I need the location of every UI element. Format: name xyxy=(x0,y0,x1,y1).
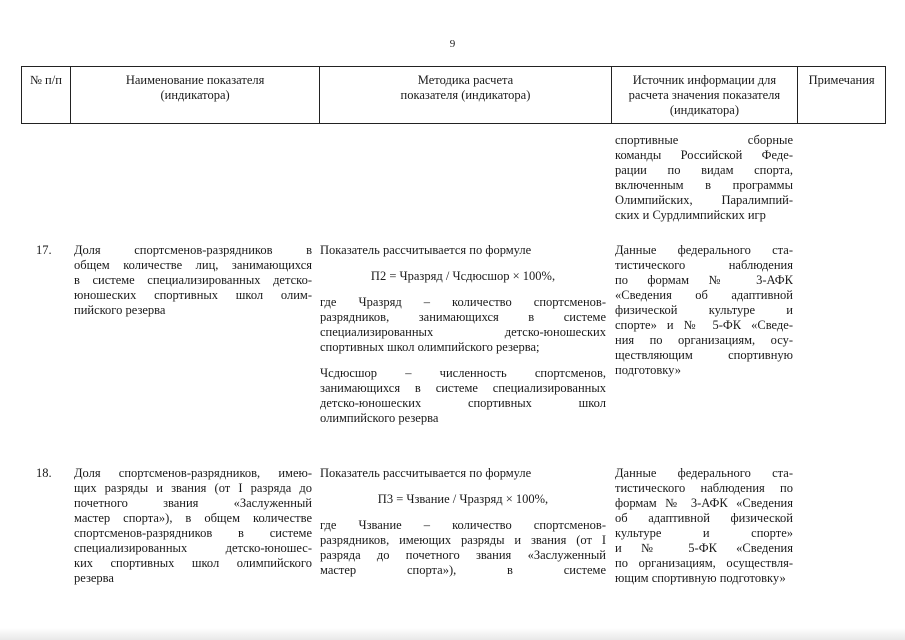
text-line: спорте» и № 5-ФК «Сведе- xyxy=(615,318,793,332)
text-line: мастер спорта»), в общем количестве xyxy=(74,511,312,525)
text-line: занимающихся в системе специализированных xyxy=(320,381,606,395)
header-indicator-name: Наименование показателя (индикатора) xyxy=(71,67,320,123)
text-line: мастер спорта»), в системе xyxy=(320,563,606,577)
text-line: Доля спортсменов-разрядников в xyxy=(74,243,312,257)
text-line: пийского резерва xyxy=(74,303,166,317)
text-line: подготовку» xyxy=(615,363,681,377)
row-17-calculation-method xyxy=(320,243,606,426)
formula: П3 = Чзвание / Чразряд × 100%, xyxy=(377,492,549,506)
text-line: где Чразряд – количество спортсменов- xyxy=(320,295,606,309)
text-line: культуре и спорте» xyxy=(615,526,793,540)
text-line: резерва xyxy=(74,571,114,585)
text-line: Данные федерального ста- xyxy=(615,243,793,257)
text-line: спортивных школ олимпийского резерва; xyxy=(320,340,540,354)
text-line: Доля спортсменов-разрядников, имею- xyxy=(74,466,312,480)
text-line: ских и Сурдлимпийских игр xyxy=(615,208,766,222)
row-17-number: 17. xyxy=(36,243,52,257)
header-number: № п/п xyxy=(22,67,71,123)
text-line: команды Российской Феде- xyxy=(615,148,793,162)
text-line: тистического наблюдения по xyxy=(615,481,793,495)
text-line: разряда до почетного звания «Заслуженный xyxy=(320,548,606,562)
text-line: детско-юношеских спортивных школ xyxy=(320,396,606,410)
text-line: ния по организациям, осу- xyxy=(615,333,793,347)
header-notes: Примечания xyxy=(808,73,875,87)
text-line: разрядников, имеющих разряды и звания (от I xyxy=(320,533,606,547)
text-line: тистического наблюдения xyxy=(615,258,793,272)
text-line: ществляющим спортивную xyxy=(615,348,793,362)
text-line: по формам № 3-АФК xyxy=(615,273,793,287)
row-18-indicator-name xyxy=(74,466,312,586)
text-line: Чсдюсшор – численность спортсменов, xyxy=(320,366,606,380)
text-line: олимпийского резерва xyxy=(320,411,439,425)
text-line: где Чзвание – количество спортсменов- xyxy=(320,518,606,532)
text-line: юношеских спортивных школ олим- xyxy=(74,288,312,302)
text-line: спортивные сборные xyxy=(615,133,793,147)
row-18-information-source xyxy=(615,466,793,586)
continuation-source-cell xyxy=(615,133,793,223)
text-line: Олимпийских, Паралимпий- xyxy=(615,193,793,207)
text-line: «Сведения об адаптивной xyxy=(615,288,793,302)
text-line: об адаптивной физической xyxy=(615,511,793,525)
text-line: рации по видам спорта, xyxy=(615,163,793,177)
text-line: в системе специализированных детско- xyxy=(74,273,312,287)
text-line: ких спортивных школ олимпийского xyxy=(74,556,312,570)
method-intro: Показатель рассчитывается по формуле xyxy=(320,243,532,257)
formula: П2 = Чразряд / Чсдюсшор × 100%, xyxy=(370,269,556,283)
row-17-indicator-name xyxy=(74,243,312,318)
text-line: включенным в программы xyxy=(615,178,793,192)
row-17-information-source xyxy=(615,243,793,378)
table-header xyxy=(21,66,886,124)
text-line: ющим спортивную подготовку» xyxy=(615,571,786,585)
row-18-number: 18. xyxy=(36,466,52,480)
text-line: почетного звания «Заслуженный xyxy=(74,496,312,510)
text-line: специализированных детско-юношеских xyxy=(320,325,606,339)
text-line: специализированных детско-юношес- xyxy=(74,541,312,555)
text-line: формам № 3-АФК «Сведения xyxy=(615,496,793,510)
method-intro: Показатель рассчитывается по формуле xyxy=(320,466,532,480)
text-line: разрядников, занимающихся в системе xyxy=(320,310,606,324)
text-line: Данные федерального ста- xyxy=(615,466,793,480)
text-line: спортсменов-разрядников в системе xyxy=(74,526,312,540)
row-18-calculation-method xyxy=(320,466,606,578)
header-calculation-method: Методика расчета показателя (индикатора) xyxy=(320,67,611,123)
page-edge-shadow xyxy=(0,628,905,640)
text-line: физической культуре и xyxy=(615,303,793,317)
text-line: и № 5-ФК «Сведения xyxy=(615,541,793,555)
header-information-source: Источник информации для расчета значения показателя (индикатора) xyxy=(612,67,799,123)
page-number: 9 xyxy=(449,38,456,50)
text-line: по организациям, осуществля- xyxy=(615,556,793,570)
text-line: щих разряды и звания (от I разряда до xyxy=(74,481,312,495)
text-line: общем количестве лиц, занимающихся xyxy=(74,258,312,272)
